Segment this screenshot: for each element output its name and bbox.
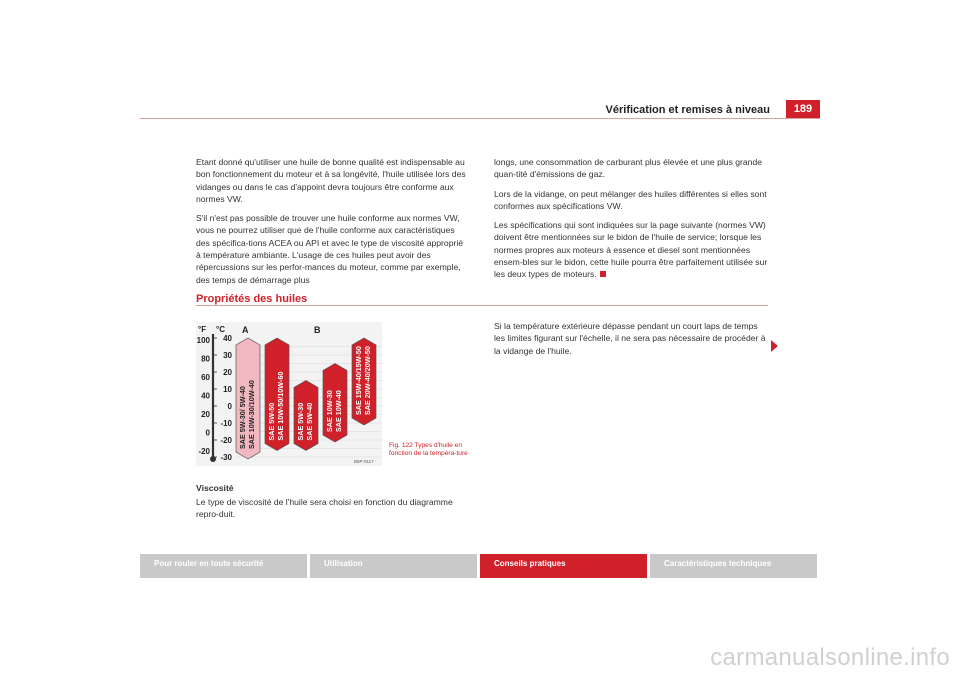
- footer-tab-specifications[interactable]: Caractéristiques techniques: [650, 554, 817, 578]
- footer-tab-safety[interactable]: Pour rouler en toute sécurité: [140, 554, 307, 578]
- celsius-tick-label: 20: [223, 368, 232, 377]
- viscosity-grade-label: SAE 10W-50/10W-60: [276, 371, 285, 441]
- unit-fahrenheit: °F: [198, 325, 207, 334]
- viscosity-grade-label: SAE 20W-40/20W-50: [363, 346, 372, 415]
- group-a-label: A: [242, 325, 249, 335]
- footer-tab-usage[interactable]: Utilisation: [310, 554, 477, 578]
- page-header-title: Vérification et remises à niveau: [605, 104, 770, 116]
- section-rule: [196, 305, 768, 306]
- right-paragraph-2: Lors de la vidange, on peut mélanger des huiles différentes si elles sont conformes aux spécifications VW.: [494, 188, 767, 211]
- right-column: [494, 156, 772, 288]
- oil-viscosity-diagram: [196, 322, 386, 470]
- viscosity-grade-label: SAE 5W-30: [296, 402, 305, 441]
- figure-code: B5P-0117: [354, 459, 374, 464]
- footer-nav: [140, 554, 820, 578]
- viscosity-grade-label: SAE 5W-40: [305, 402, 314, 441]
- fahrenheit-tick-label: 60: [201, 373, 210, 382]
- fahrenheit-tick-label: -20: [198, 447, 210, 456]
- viscosity-grade-label: SAE 10W-30/10W-40: [247, 380, 256, 449]
- celsius-tick-label: -20: [220, 436, 232, 445]
- celsius-tick-label: -30: [220, 453, 232, 462]
- next-page-arrow-icon[interactable]: [771, 340, 778, 352]
- viscosity-grade-label: SAE 5W-50: [267, 402, 276, 441]
- viscosity-text: Le type de viscosité de l'huile sera choisi en fonction du diagramme repro-duit.: [196, 497, 453, 520]
- viscosity-grade-label: SAE 10W-30: [325, 390, 334, 432]
- footer-tab-practical-tips[interactable]: Conseils pratiques: [480, 554, 647, 578]
- oil-viscosity-figure: [196, 322, 386, 475]
- celsius-tick-label: 10: [223, 385, 232, 394]
- viscosity-grade-label: SAE 5W-30/ 5W-40: [238, 386, 247, 449]
- fahrenheit-tick-label: 20: [201, 410, 210, 419]
- fahrenheit-tick-label: 100: [196, 336, 210, 345]
- watermark: carmanualsonline.info: [710, 644, 950, 671]
- section-title: Propriétés des huiles: [196, 293, 308, 305]
- right-paragraph-1: longs, une consommation de carburant plus élevée et une plus grande quan-tité d'émissions de gaz.: [494, 157, 763, 180]
- page-number: 189: [786, 100, 820, 118]
- celsius-tick-label: 0: [227, 402, 232, 411]
- celsius-tick-label: -10: [220, 419, 232, 428]
- left-paragraph-1: Etant donné qu'utiliser une huile de bonne qualité est indispensable au bon fonctionnement du moteur et à sa longévité, l'huile utilisée lors des vidanges ou dans le cas d'appoint devra toujours être conforme aux normes VW.: [196, 157, 466, 204]
- viscosity-title: Viscosité: [196, 483, 234, 493]
- group-b-label: B: [314, 325, 321, 335]
- fahrenheit-tick-label: 80: [201, 354, 210, 364]
- left-paragraph-2: S'il n'est pas possible de trouver une huile conforme aux normes VW, vous ne pourrez utiliser que de l'huile conforme aux caractéristiques des spécifica-tions ACEA ou API et avec le type de viscosité approprié à température ambiante. L'usage de ces huiles peut avoir des répercussions sur les perfor-mances du moteur, comme par exemple, des temps de démarrage plus: [196, 213, 464, 285]
- left-column: [196, 156, 468, 293]
- viscosity-grade-label: SAE 10W-40: [334, 390, 343, 432]
- celsius-tick-label: 30: [223, 351, 232, 360]
- end-of-section-icon: [600, 271, 606, 277]
- fahrenheit-tick-label: 40: [201, 391, 210, 401]
- unit-celsius: °C: [216, 325, 225, 334]
- fahrenheit-tick-label: 0: [205, 428, 210, 438]
- right-paragraph-3-text: Les spécifications qui sont indiquées sur la page suivante (normes VW) doivent être mentionnées sur le bidon de l'huile de service; lorsque les normes propres aux moteurs à essence et diesel sont mentionnées ensem-bles sur le bidon, cette huile pourra être parfaitement utilisée sur les deux types de moteurs.: [494, 220, 768, 280]
- right-paragraph-3: [494, 219, 772, 280]
- viscosity-grade-label: SAE 15W-40/15W-50: [354, 346, 363, 415]
- header-rule: [140, 118, 820, 119]
- temperature-note: Si la température extérieure dépasse pendant un court laps de temps les limites figurant sur l'échelle, il ne sera pas nécessaire de procéder à la vidange de l'huile.: [494, 321, 766, 356]
- figure-caption: Fig. 122 Types d'huile en fonction de la tempéra-ture: [389, 442, 468, 458]
- celsius-tick-label: 40: [223, 334, 232, 343]
